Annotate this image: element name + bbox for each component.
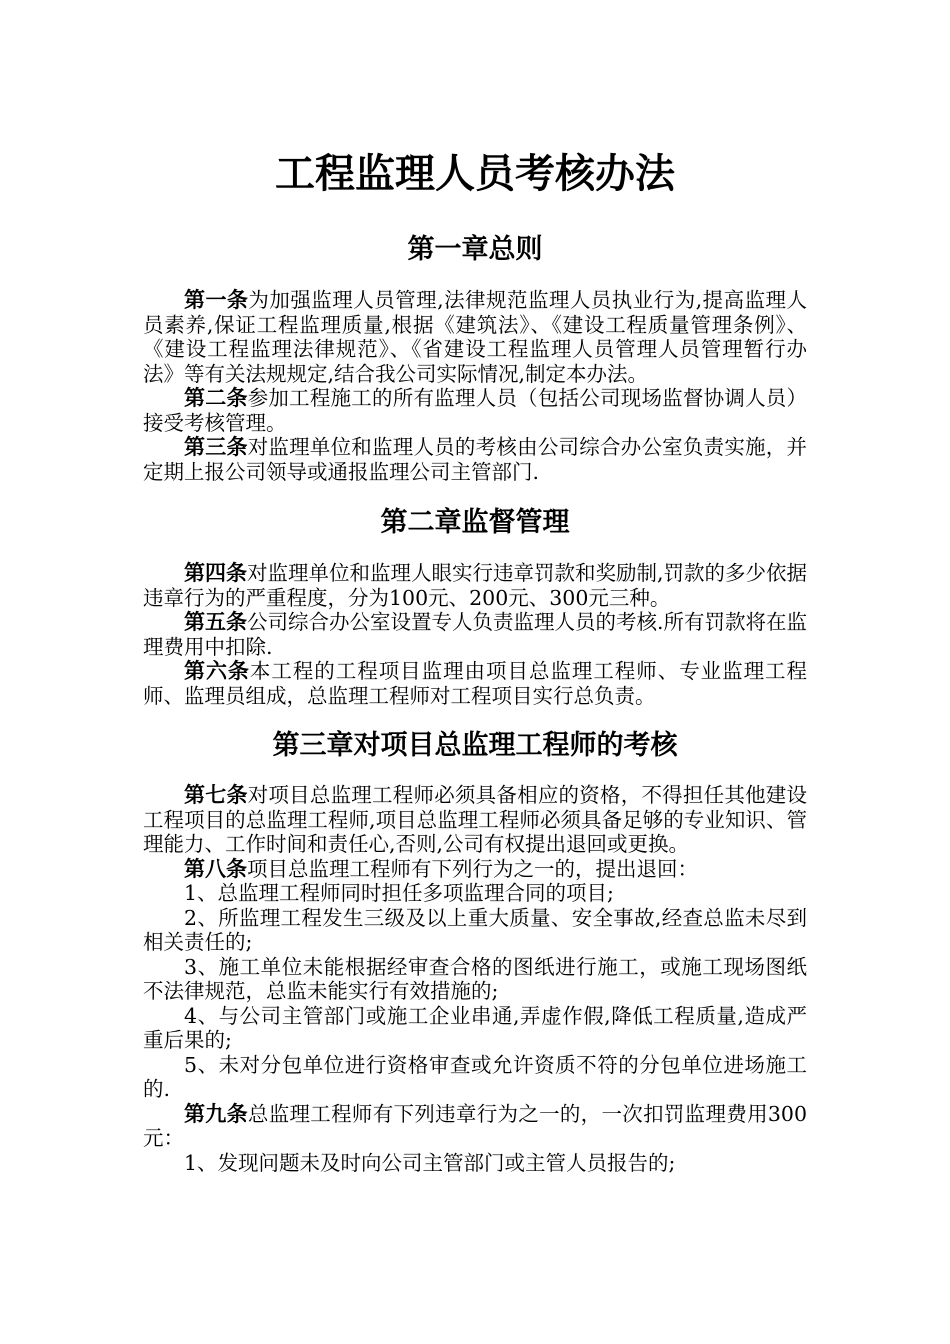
article-label: 第二条 xyxy=(184,385,248,410)
chapter-body xyxy=(143,561,807,708)
article-text: 项目总监理工程师有下列行为之一的，提出退回： xyxy=(247,856,698,881)
article xyxy=(143,288,807,386)
article-label: 第五条 xyxy=(184,609,247,634)
article-text: 总监理工程师有下列违章行为之一的，一次扣罚监理费用300元： xyxy=(143,1101,807,1150)
article-label: 第一条 xyxy=(184,287,249,312)
chapter-heading: 第二章监督管理 xyxy=(380,507,570,538)
list-item: 1、总监理工程师同时担任多项监理合同的项目; xyxy=(184,881,614,905)
chapter-heading: 第三章对项目总监理工程师的考核 xyxy=(272,730,678,761)
chapter-body xyxy=(143,288,807,484)
article xyxy=(143,783,807,857)
article-text: 对监理单位和监理人员的考核由公司综合办公室负责实施，并定期上报公司领导或通报监理公司主管部门. xyxy=(143,435,808,484)
article-text: 对监理单位和监理人眼实行违章罚款和奖励制,罚款的多少依据违章行为的严重程度，分为100元、200元、300元三种。 xyxy=(143,561,808,610)
article-text: 为加强监理人员管理,法律规范监理人员执业行为,提高监理人员素养,保证工程监理质量,根据《建筑法》、《建设工程质量管理条例》、《建设工程监理法律规范》、《省建设工程监理人员管理人员管理暂行办法》等有关法规规定,结合我公司实际情况,制定本办法。 xyxy=(143,288,808,386)
chapter-body xyxy=(143,783,807,1175)
article xyxy=(143,435,807,484)
article-label: 第六条 xyxy=(184,658,250,683)
list-item: 2、所监理工程发生三级及以上重大质量、安全事故,经查总监未尽到相关责任的; xyxy=(143,905,807,954)
article xyxy=(143,1102,807,1151)
article-label: 第七条 xyxy=(184,782,248,807)
article-label: 第九条 xyxy=(184,1100,248,1126)
article xyxy=(143,386,807,435)
article-text: 本工程的工程项目监理由项目总监理工程师、专业监理工程师、监理员组成，总监理工程师对工程项目实行总负责。 xyxy=(143,659,808,708)
article-text: 公司综合办公室设置专人负责监理人员的考核.所有罚款将在监理费用中扣除. xyxy=(143,610,808,659)
article xyxy=(143,857,807,882)
list-item: 4、与公司主管部门或施工企业串通,弄虚作假,降低工程质量,造成严重后果的; xyxy=(143,1003,807,1052)
article-label: 第四条 xyxy=(184,560,247,585)
article-label: 第三条 xyxy=(184,434,248,459)
article-label: 第八条 xyxy=(184,855,247,881)
article xyxy=(143,561,807,610)
document-title: 工程监理人员考核办法 xyxy=(275,150,675,197)
list-item: 1、发现问题未及时向公司主管部门或主管人员报告的; xyxy=(184,1150,676,1175)
chapter-heading: 第一章总则 xyxy=(407,234,543,265)
article-text: 参加工程施工的所有监理人员（包括公司现场监督协调人员）接受考核管理。 xyxy=(143,386,808,435)
article-text: 对项目总监理工程师必须具备相应的资格，不得担任其他建设工程项目的总监理工程师,项目总监理工程师必须具备足够的专业知识、管理能力、工作时间和责任心,否则,公司有权提出退回或更换。 xyxy=(143,783,808,856)
list-item: 5、未对分包单位进行资格审查或允许资质不符的分包单位进场施工的. xyxy=(143,1052,807,1101)
article xyxy=(143,610,807,659)
article xyxy=(143,659,807,708)
list-item: 3、施工单位未能根据经审查合格的图纸进行施工，或施工现场图纸不法律规范，总监未能实行有效措施的; xyxy=(143,954,807,1003)
